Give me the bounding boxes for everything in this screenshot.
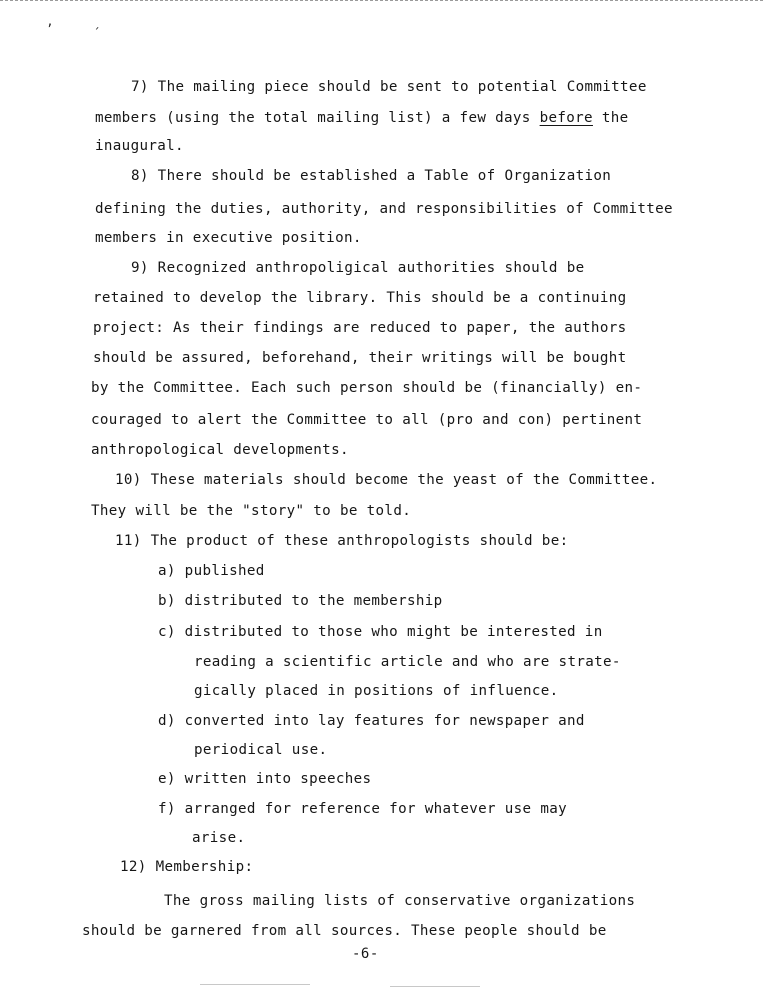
text-line: f) arranged for reference for whatever use may xyxy=(158,801,568,817)
text-line: defining the duties, authority, and responsibilities of Committee xyxy=(95,201,673,217)
text-line: reading a scientific article and who are strate- xyxy=(194,654,621,670)
stray-mark: ’ xyxy=(46,22,54,36)
text-line: arise. xyxy=(192,830,246,846)
underlined-word: before xyxy=(539,110,593,126)
text-line: 12) Membership: xyxy=(120,859,254,875)
text-line: a) published xyxy=(158,563,265,579)
text-line: inaugural. xyxy=(95,138,184,154)
text-line: should be garnered from all sources. These people should be xyxy=(82,923,607,939)
text-line: should be assured, beforehand, their writings will be bought xyxy=(93,350,627,366)
text-line: 11) The product of these anthropologists should be: xyxy=(115,533,569,549)
page-top-edge xyxy=(0,0,763,1)
text-line: d) converted into lay features for newspaper and xyxy=(158,713,585,729)
text-line: members in executive position. xyxy=(95,230,362,246)
text-line: e) written into speeches xyxy=(158,771,372,787)
text-line: 9) Recognized anthropoligical authorities should be xyxy=(131,260,585,276)
text-line: b) distributed to the membership xyxy=(158,593,443,609)
text-line: retained to develop the library. This should be a continuing xyxy=(93,290,627,306)
text-segment: members (using the total mailing list) a few days xyxy=(95,110,540,126)
text-segment: the xyxy=(592,110,629,126)
text-line: periodical use. xyxy=(194,742,328,758)
scan-artifact xyxy=(390,986,480,987)
text-line: gically placed in positions of influence. xyxy=(194,683,559,699)
text-line: 10) These materials should become the yeast of the Committee. xyxy=(115,472,658,488)
text-line: 7) The mailing piece should be sent to potential Committee xyxy=(131,79,647,95)
stray-mark: ´ xyxy=(93,26,101,40)
text-line: The gross mailing lists of conservative organizations xyxy=(164,893,636,909)
text-line: They will be the "story" to be told. xyxy=(91,503,412,519)
text-line: c) distributed to those who might be interested in xyxy=(158,624,603,640)
text-line: project: As their findings are reduced to paper, the authors xyxy=(93,320,627,336)
text-line: anthropological developments. xyxy=(91,442,349,458)
text-line xyxy=(95,108,629,128)
scan-artifact xyxy=(200,984,310,985)
text-line: couraged to alert the Committee to all (pro and con) pertinent xyxy=(91,412,643,428)
page-number: -6- xyxy=(352,946,379,962)
text-line: by the Committee. Each such person should be (financially) en- xyxy=(91,380,643,396)
text-line: 8) There should be established a Table of Organization xyxy=(131,168,612,184)
